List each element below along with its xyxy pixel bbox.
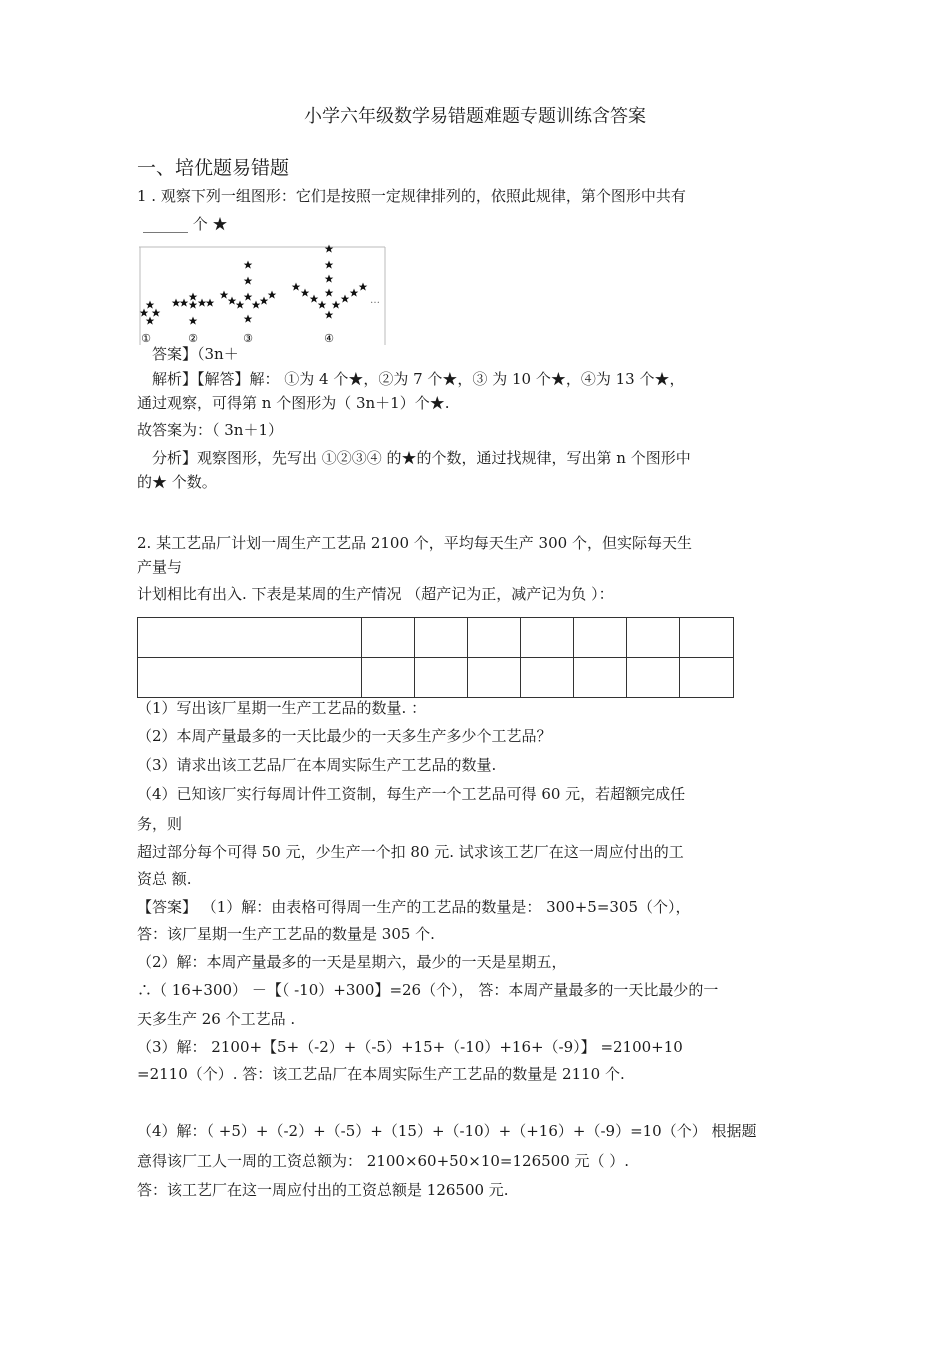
q2-answer-line3: （2）解：本周产量最多的一天是星期六，最少的一天是星期五，	[137, 953, 567, 971]
table-cell	[574, 618, 627, 658]
table-cell	[574, 658, 627, 698]
table-cell	[680, 618, 734, 658]
q2-stem-line2: 产量与	[137, 558, 183, 576]
q2-answer-line9: 意得该厂工人一周的工资总额为： 2100×60+50×10=126500 元（ ）.	[137, 1152, 630, 1170]
q2-answer-line6: （3）解： 2100+【5+（-2）+（-5）+15+（-10）+16+（-9）】 =2100+10	[137, 1038, 683, 1056]
star-figure-2	[172, 293, 215, 325]
star-figure-1	[140, 301, 161, 325]
figure-label: ②	[188, 332, 198, 345]
q2-answer-line5: 天多生产 26 个工艺品 .	[137, 1010, 296, 1028]
q1-analysis-line1: 解析】【解答】解： ①为 4 个★，②为 7 个★，③ 为 10 个★，④为 13 个★，	[152, 370, 685, 388]
figure-label: ④	[324, 332, 334, 345]
q2-sub4-line1: （4）已知该厂实行每周计件工资制，每生产一个工艺品可得 60 元，若超额完成任	[137, 785, 686, 803]
table-cell	[521, 618, 574, 658]
q2-answer-line8: （4）解：（ +5）+（-2）+（-5）+（15）+（-10）+（+16）+（-9）=10（个） 根据题	[137, 1122, 757, 1140]
q2-sub4-line3: 超过部分每个可得 50 元，少生产一个扣 80 元. 试求该工艺厂在这一周应付出的工	[137, 843, 684, 861]
q2-answer-line7: =2110（个）. 答：该工艺品厂在本周实际生产工艺品的数量是 2110 个.	[137, 1065, 625, 1083]
table-cell	[680, 658, 734, 698]
q2-sub3: （3）请求出该工艺品厂在本周实际生产工艺品的数量.	[137, 756, 497, 774]
q1-analysis-line5: 的★ 个数。	[137, 473, 217, 491]
q2-stem-line1: 2. 某工艺品厂计划一周生产工艺品 2100 个，平均每天生产 300 个，但实际每天生	[137, 534, 692, 552]
figure-label: ①	[141, 332, 151, 345]
q2-answer-line4: ∴（ 16+300） －【（ -10）+300】=26（个）， 答：本周产量最多的一天比最少的一	[137, 981, 719, 999]
production-table	[137, 617, 734, 698]
q2-sub4-line2: 务，则	[137, 815, 183, 833]
table-cell	[138, 618, 362, 658]
section-heading: 一、培优题易错题	[137, 157, 290, 179]
q1-analysis-line3: 故答案为：（ 3n＋1）	[137, 421, 284, 439]
table-cell	[138, 658, 362, 698]
q2-sub2: （2）本周产量最多的一天比最少的一天多生产多少个工艺品？	[137, 727, 552, 745]
table-cell	[415, 618, 468, 658]
figure-ellipsis: …	[370, 295, 380, 306]
q2-answer-line2: 答：该厂星期一生产工艺品的数量是 305 个.	[137, 925, 435, 943]
q1-analysis-line2: 通过观察，可得第 n 个图形为（ 3n＋1）个★.	[137, 394, 450, 412]
table-row	[138, 658, 734, 698]
table-cell	[415, 658, 468, 698]
q2-sub4-line4: 资总 额.	[137, 870, 192, 888]
figure-label: ③	[243, 332, 253, 345]
table-cell	[362, 618, 415, 658]
table-cell	[468, 618, 521, 658]
table-row	[138, 618, 734, 658]
table-cell	[362, 658, 415, 698]
table-cell	[627, 618, 680, 658]
q1-stem-line2: ______ 个 ★	[143, 215, 228, 233]
q1-stem-line1: 1 . 观察下列一组图形：它们是按照一定规律排列的，依照此规律，第个图形中共有	[137, 187, 686, 205]
q2-stem-line3: 计划相比有出入. 下表是某周的生产情况 （超产记为正，减产记为负 ）：	[137, 585, 614, 603]
q2-answer-line1: 【答案】 （1）解：由表格可得周一生产的工艺品的数量是： 300+5=305（个），	[137, 898, 691, 916]
table-cell	[627, 658, 680, 698]
q1-answer: 答案】（3n＋	[152, 345, 239, 363]
star-figure-4	[292, 245, 368, 319]
star-pattern-figure	[139, 243, 389, 345]
q1-analysis-line4: 分析】观察图形，先写出 ①②③④ 的★的个数，通过找规律，写出第 n 个图形中	[152, 449, 691, 467]
table-cell	[468, 658, 521, 698]
document-title: 小学六年级数学易错题难题专题训练含答案	[304, 106, 646, 127]
q2-sub1: （1）写出该厂星期一生产工艺品的数量. ：	[137, 699, 427, 717]
star-figure-3	[220, 261, 277, 323]
q2-answer-line10: 答：该工艺厂在这一周应付出的工资总额是 126500 元.	[137, 1181, 509, 1199]
table-cell	[521, 658, 574, 698]
